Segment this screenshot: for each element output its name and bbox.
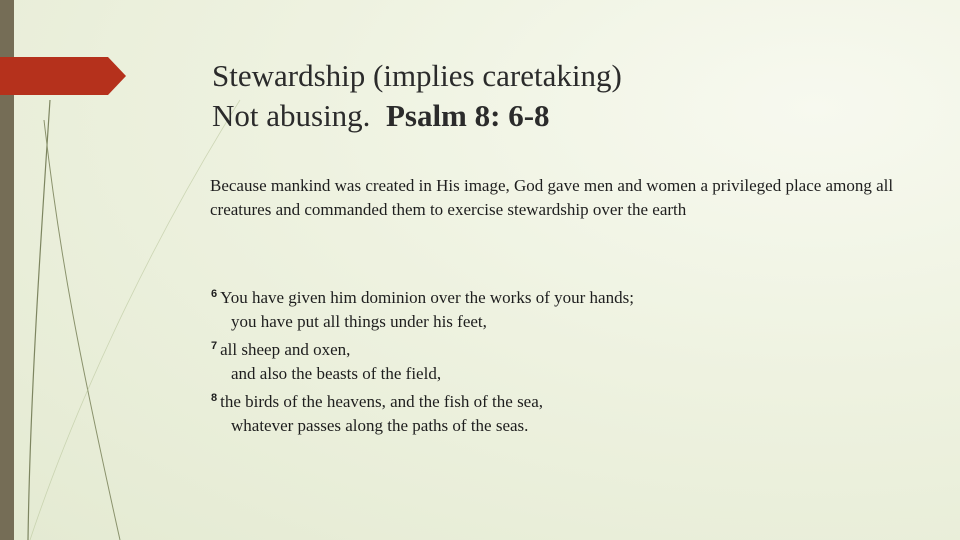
title-line-2 xyxy=(212,96,912,136)
intro-paragraph: Because mankind was created in His image, God gave men and women a privileged place among all creatures and commanded them to exercise stewardship over the earth xyxy=(210,176,894,219)
verse-number: 8 xyxy=(211,392,218,404)
verse-text: all sheep and oxen, xyxy=(220,340,351,359)
verse-text: and also the beasts of the field, xyxy=(231,364,442,383)
verse-text: You have given him dominion over the works of your hands; xyxy=(220,288,634,307)
verse-text: the birds of the heavens, and the fish of the sea, xyxy=(220,392,544,411)
verse-line xyxy=(211,386,901,414)
verse-line xyxy=(211,414,901,438)
verse-line xyxy=(211,334,901,362)
accent-arrow-shape xyxy=(0,57,126,95)
verse-line xyxy=(211,282,901,310)
verse-number: 6 xyxy=(211,288,218,300)
verse-line xyxy=(211,310,901,334)
verse-number: 7 xyxy=(211,340,218,352)
title-line-2-plain: Not abusing. xyxy=(212,98,386,133)
slide-title xyxy=(212,56,912,136)
scripture-passage xyxy=(211,282,901,438)
verse-text: you have put all things under his feet, xyxy=(231,312,487,331)
verse-text: whatever passes along the paths of the seas. xyxy=(231,416,529,435)
title-line-1: Stewardship (implies caretaking) xyxy=(212,58,622,93)
verse-line xyxy=(211,362,901,386)
title-scripture-reference: Psalm 8: 6-8 xyxy=(385,98,550,133)
